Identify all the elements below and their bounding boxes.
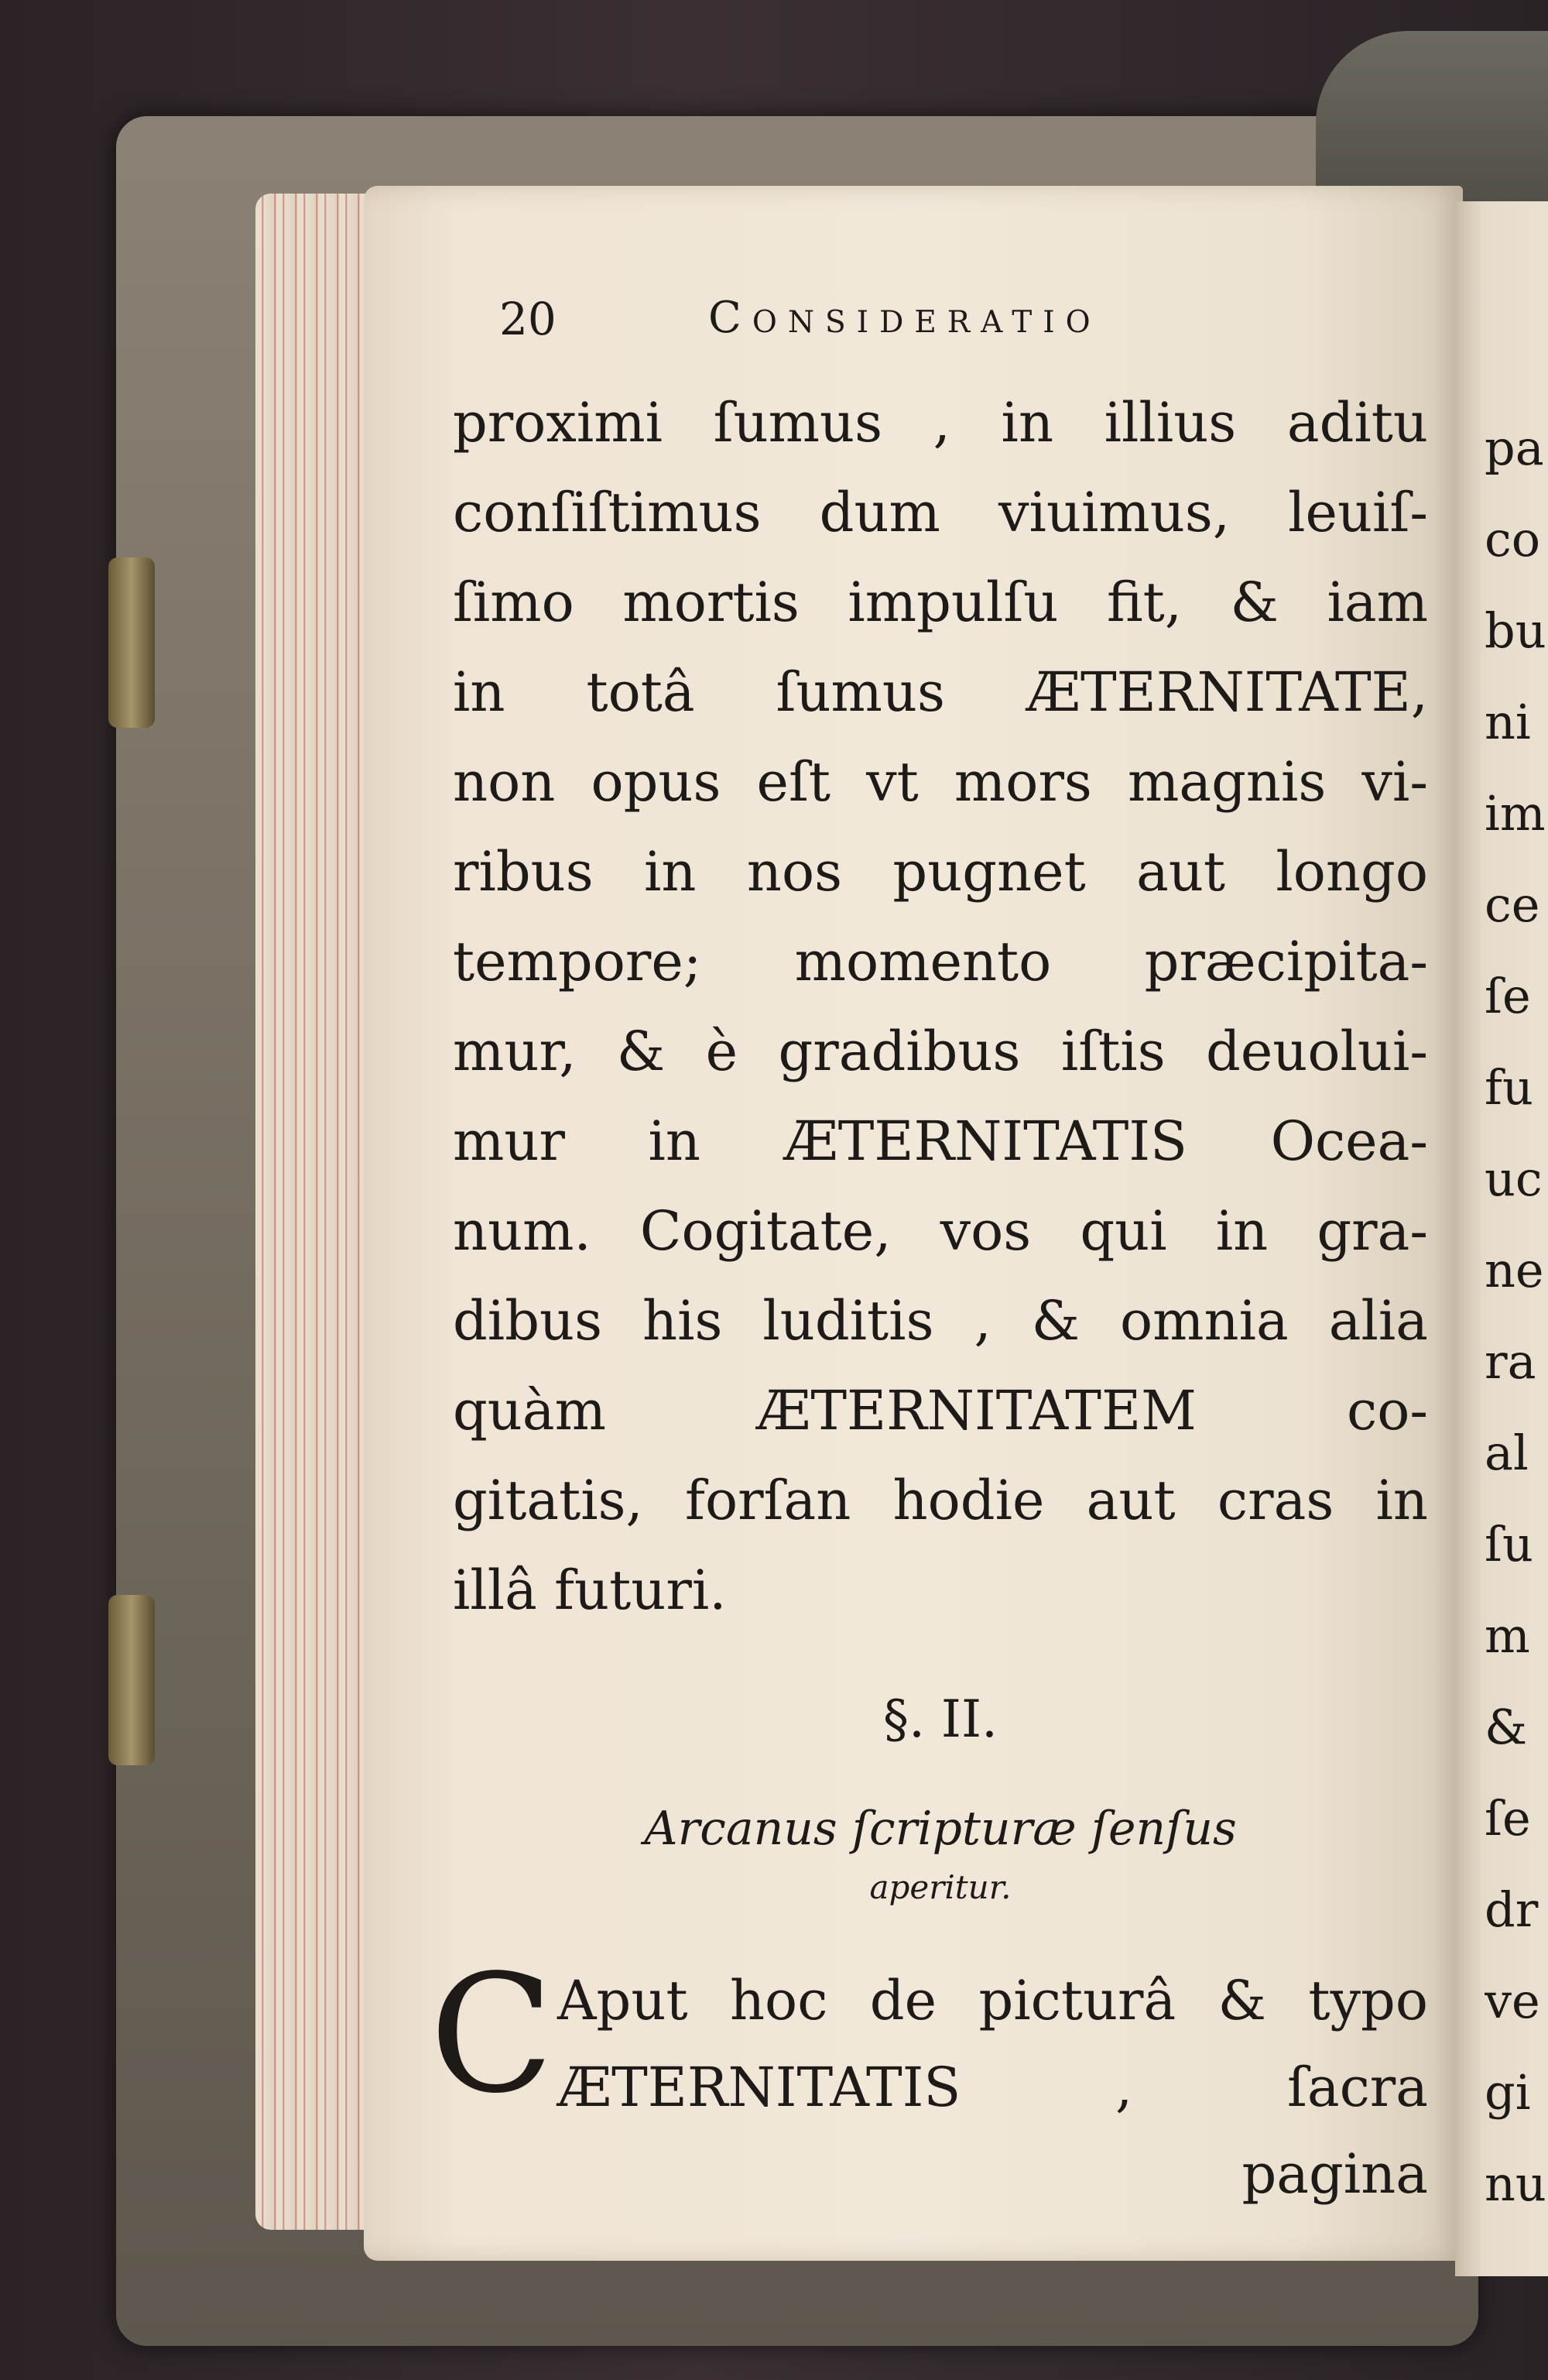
section-heading: §. II. (882, 1689, 998, 1749)
text-line: mur, & è gradibus iſtis deuolui- (453, 1020, 1428, 1083)
facing-page-fragment: ni (1485, 694, 1531, 750)
facing-page-fragment: nu (1485, 2155, 1546, 2212)
facing-page-fragment: bu (1485, 602, 1546, 659)
text-line: proximi ſumus , in illius aditu (453, 391, 1428, 454)
facing-page-fragment: dr (1485, 1881, 1539, 1938)
text-line: conſiſtimus dum viuimus, leuiſ- (453, 481, 1428, 544)
facing-page-fragment: ſe (1485, 1790, 1531, 1847)
section-subtitle-continued: aperitur. (869, 1868, 1012, 1906)
page-header (453, 293, 1428, 378)
facing-page-fragment: ne (1485, 1242, 1544, 1298)
facing-page-fragment: m (1485, 1607, 1530, 1664)
text-line: dibus his luditis , & omnia alia (453, 1289, 1428, 1353)
text-line: num. Cogitate, vos qui in gra- (453, 1199, 1428, 1263)
clasp-bottom (108, 1595, 155, 1765)
text-line: ribus in nos pugnet aut longo (453, 840, 1428, 904)
text-line: mur in ÆTERNITATIS Ocea- (453, 1109, 1428, 1173)
page-text (430, 293, 1428, 2217)
text-line: non opus eſt vt mors magnis vi- (453, 750, 1428, 814)
facing-page-fragment: ſu (1485, 1516, 1533, 1572)
text-line: ÆTERNITATIS , ſacra (557, 2056, 1428, 2119)
facing-page-text (1485, 403, 1548, 2230)
paragraph-1 (453, 378, 1428, 1635)
facing-page-fragment: gi (1485, 2064, 1531, 2121)
page-number: 20 (499, 293, 557, 345)
facing-page-fragment: & (1485, 1699, 1528, 1755)
facing-page-fragment: al (1485, 1425, 1529, 1481)
facing-page-fragment: ve (1485, 1973, 1540, 2029)
text-line: illâ futuri. (453, 1559, 727, 1622)
running-head: Consideratio (708, 293, 1101, 343)
facing-page-fragment: uc (1485, 1151, 1543, 1207)
text-line: in totâ ſumus ÆTERNITATE, (453, 660, 1428, 724)
facing-page-fragment: ce (1485, 876, 1540, 933)
facing-page-fragment: ra (1485, 1333, 1536, 1390)
text-line: pagina (1241, 2142, 1428, 2206)
facing-page-fragment: fu (1485, 1059, 1533, 1116)
facing-page-fragment: im (1485, 785, 1546, 842)
text-line: gitatis, forſan hodie aut cras in (453, 1469, 1428, 1532)
text-line: Aput hoc de picturâ & typo (557, 1969, 1428, 2032)
section-subtitle: Arcanus ſcripturæ ſenſus (644, 1802, 1237, 1856)
text-line: tempore; momento præcipita- (453, 930, 1428, 993)
facing-page-fragment: co (1485, 511, 1541, 568)
facing-page-fragment: pa (1485, 420, 1544, 476)
paragraph-2 (430, 1939, 1428, 2217)
text-line: ſimo mortis impulſu fit, & iam (453, 571, 1428, 634)
clasp-top (108, 557, 155, 728)
drop-cap: C (430, 1939, 554, 2129)
facing-page-fragment: ſe (1485, 968, 1531, 1024)
text-line: quàm ÆTERNITATEM co- (453, 1379, 1428, 1442)
